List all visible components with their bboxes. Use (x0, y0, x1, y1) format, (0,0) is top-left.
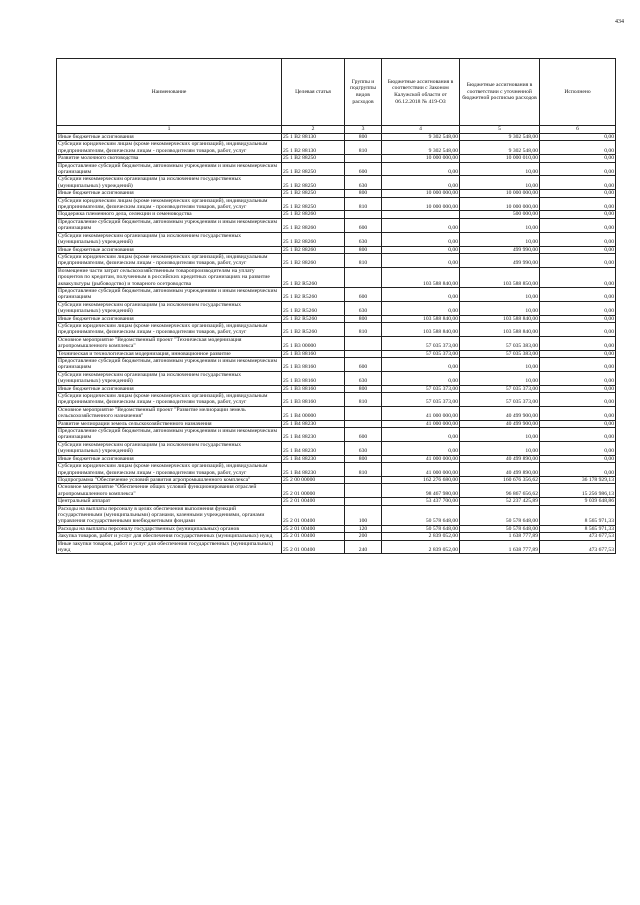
row-target-code: 25 1 В2 88260 (282, 246, 345, 253)
row-expense-type: 810 (345, 197, 382, 211)
row-revised-allocation: 57 035 373,00 (460, 393, 540, 407)
row-name: Основное мероприятие "Ведомственный проект "Развитие мелиорации земель сельскохозяйственного назначения" (57, 406, 282, 420)
row-executed: 0,00 (540, 336, 616, 350)
row-target-code: 25 1 В2 R5260 (282, 267, 345, 287)
row-revised-allocation: 103 588 840,00 (460, 315, 540, 322)
row-revised-allocation: 9 302 548,00 (460, 134, 540, 141)
row-target-code: 25 1 В3 88160 (282, 393, 345, 407)
row-target-code: 25 1 В2 88260 (282, 253, 345, 267)
row-name: Предоставление субсидий бюджетным, автономным учреждениям и иным некоммерческим организациям (57, 428, 282, 442)
row-law-allocation: 0,00 (382, 358, 460, 372)
table-row (57, 162, 616, 176)
table-row (57, 476, 616, 483)
row-revised-allocation: 1 638 777,89 (460, 533, 540, 540)
row-executed: 0,00 (540, 350, 616, 357)
row-target-code: 25 1 В2 88130 (282, 134, 345, 141)
table-row (57, 358, 616, 372)
row-target-code: 25 1 В2 88260 (282, 211, 345, 218)
row-target-code: 25 1 В3 88160 (282, 350, 345, 357)
row-target-code: 25 1 В2 88250 (282, 197, 345, 211)
row-name: Субсидии юридическим лицам (кроме некоммерческих организаций), индивидуальным предпринимателям, физическим лицам - производителям товаров, работ, услуг (57, 322, 282, 336)
row-law-allocation: 2 839 052,00 (382, 533, 460, 540)
row-name: Предоставление субсидий бюджетным, автономным учреждениям и иным некоммерческим организациям (57, 162, 282, 176)
row-executed: 8 565 971,33 (540, 525, 616, 532)
row-expense-type (345, 406, 382, 420)
row-executed: 0,00 (540, 322, 616, 336)
row-target-code: 25 2 01 00000 (282, 484, 345, 498)
row-expense-type (345, 155, 382, 162)
table-row (57, 393, 616, 407)
table-row (57, 455, 616, 462)
row-law-allocation: 57 035 373,00 (382, 393, 460, 407)
table-row (57, 322, 616, 336)
row-expense-type (345, 498, 382, 505)
row-revised-allocation: 500 000,00 (460, 211, 540, 218)
row-executed: 0,00 (540, 232, 616, 246)
row-executed: 9 039 648,86 (540, 498, 616, 505)
row-law-allocation: 0,00 (382, 253, 460, 267)
row-expense-type: 800 (345, 455, 382, 462)
row-expense-type: 100 (345, 505, 382, 525)
row-executed: 0,00 (540, 253, 616, 267)
row-expense-type (345, 267, 382, 287)
row-revised-allocation: 1 638 777,89 (460, 540, 540, 554)
row-name: Центральный аппарат (57, 498, 282, 505)
table-row (57, 197, 616, 211)
row-executed: 0,00 (540, 246, 616, 253)
row-law-allocation: 41 000 000,00 (382, 463, 460, 477)
row-expense-type (345, 484, 382, 498)
row-revised-allocation: 40 499 900,00 (460, 406, 540, 420)
row-name: Расходы на выплаты персоналу государственных (муниципальных) органов (57, 525, 282, 532)
row-revised-allocation: 10 000 000,00 (460, 190, 540, 197)
row-name: Иные закупки товаров, работ и услуг для обеспечения государственных (муниципальных) нужд (57, 540, 282, 554)
row-revised-allocation: 40 499 890,00 (460, 463, 540, 477)
row-name: Иные бюджетные ассигнования (57, 246, 282, 253)
row-law-allocation: 10 000 000,00 (382, 155, 460, 162)
row-name: Иные бюджетные ассигнования (57, 385, 282, 392)
row-law-allocation: 0,00 (382, 246, 460, 253)
row-executed: 0,00 (540, 197, 616, 211)
page-number: 434 (615, 19, 624, 25)
row-law-allocation (382, 211, 460, 218)
row-target-code: 25 1 В2 88250 (282, 155, 345, 162)
row-name: Основное мероприятие "Ведомственный проект "Техническая модернизация агропромышленного комплекса" (57, 336, 282, 350)
row-executed: 0,00 (540, 190, 616, 197)
row-target-code: 25 2 01 00400 (282, 498, 345, 505)
row-law-allocation: 0,00 (382, 301, 460, 315)
row-executed: 0,00 (540, 385, 616, 392)
table-row (57, 533, 616, 540)
row-name: Иные бюджетные ассигнования (57, 455, 282, 462)
row-name: Поддержка племенного дела, селекции и семеноводства (57, 211, 282, 218)
row-name: Субсидии юридическим лицам (кроме некоммерческих организаций), индивидуальным предпринимателям, физическим лицам - производителям товаров, работ, услуг (57, 197, 282, 211)
row-target-code: 25 1 В2 R5260 (282, 301, 345, 315)
row-executed: 0,00 (540, 455, 616, 462)
row-name: Основное мероприятие "Обеспечение общих условий функционирования отраслей агропромышленного комплекса" (57, 484, 282, 498)
row-executed: 15 256 986,13 (540, 484, 616, 498)
row-target-code: 25 1 В2 R5260 (282, 322, 345, 336)
row-name: Иные бюджетные ассигнования (57, 134, 282, 141)
table-row (57, 428, 616, 442)
row-revised-allocation: 40 499 900,00 (460, 420, 540, 427)
row-name: Предоставление субсидий бюджетным, автономным учреждениям и иным некоммерческим организациям (57, 287, 282, 301)
row-expense-type: 800 (345, 385, 382, 392)
table-row (57, 484, 616, 498)
row-law-allocation: 0,00 (382, 441, 460, 455)
row-law-allocation: 57 035 373,00 (382, 336, 460, 350)
row-name: Субсидии юридическим лицам (кроме некоммерческих организаций), индивидуальным предпринимателям, физическим лицам - производителям товаров, работ, услуг (57, 253, 282, 267)
row-revised-allocation: 10 000 010,00 (460, 155, 540, 162)
row-executed: 0,00 (540, 371, 616, 385)
row-target-code: 25 1 В4 88230 (282, 428, 345, 442)
row-expense-type (345, 420, 382, 427)
row-revised-allocation: 160 676 356,62 (460, 476, 540, 483)
row-law-allocation: 53 437 700,00 (382, 498, 460, 505)
row-executed: 8 565 971,33 (540, 505, 616, 525)
row-target-code: 25 1 В4 88230 (282, 463, 345, 477)
row-expense-type: 600 (345, 428, 382, 442)
row-name: Расходы на выплаты персоналу в целях обеспечения выполнения функций государственными (муниципальными) органами, казенными учреждениями, органами управления государственными внебюджетными фондами (57, 505, 282, 525)
row-expense-type: 810 (345, 253, 382, 267)
row-law-allocation: 0,00 (382, 218, 460, 232)
row-revised-allocation: 10,00 (460, 371, 540, 385)
row-name: Подпрограмма "Обеспечение условий развития агропромышленного комплекса" (57, 476, 282, 483)
row-name: Закупка товаров, работ и услуг для обеспечения государственных (муниципальных) нужд (57, 533, 282, 540)
table-row (57, 190, 616, 197)
row-target-code: 25 2 01 00400 (282, 525, 345, 532)
row-expense-type: 630 (345, 371, 382, 385)
row-executed: 473 677,53 (540, 533, 616, 540)
row-law-allocation: 57 035 373,00 (382, 350, 460, 357)
row-revised-allocation: 499 990,00 (460, 253, 540, 267)
table-row (57, 176, 616, 190)
header-revised-allocation: Бюджетные ассигнования в соответствии с уточненной бюджетной росписью расходов (460, 59, 540, 126)
row-expense-type: 240 (345, 540, 382, 554)
header-row (57, 59, 616, 126)
table-row (57, 301, 616, 315)
row-target-code: 25 1 В4 88230 (282, 441, 345, 455)
row-target-code: 25 1 В2 88260 (282, 232, 345, 246)
header-code: Целевая статья (282, 59, 345, 126)
table-row (57, 315, 616, 322)
row-revised-allocation: 40 499 890,00 (460, 455, 540, 462)
row-name: Субсидии некоммерческим организациям (за исключением государственных (муниципальных) учреждений) (57, 232, 282, 246)
table-row (57, 463, 616, 477)
row-executed: 0,00 (540, 358, 616, 372)
row-revised-allocation: 10,00 (460, 218, 540, 232)
row-expense-type: 810 (345, 322, 382, 336)
row-executed: 0,00 (540, 406, 616, 420)
table-row (57, 253, 616, 267)
row-revised-allocation: 57 035 383,00 (460, 350, 540, 357)
row-expense-type: 800 (345, 190, 382, 197)
row-target-code: 25 1 В2 88250 (282, 162, 345, 176)
row-law-allocation: 57 035 373,00 (382, 385, 460, 392)
row-target-code: 25 2 01 00400 (282, 540, 345, 554)
row-expense-type (345, 350, 382, 357)
row-revised-allocation: 10,00 (460, 358, 540, 372)
column-number: 3 (345, 126, 382, 134)
row-name: Субсидии некоммерческим организациям (за исключением государственных (муниципальных) учреждений) (57, 371, 282, 385)
table-row (57, 246, 616, 253)
row-revised-allocation: 10,00 (460, 301, 540, 315)
row-executed: 0,00 (540, 287, 616, 301)
row-revised-allocation: 10,00 (460, 428, 540, 442)
row-executed: 0,00 (540, 315, 616, 322)
row-law-allocation: 0,00 (382, 287, 460, 301)
row-target-code: 25 1 В4 88230 (282, 420, 345, 427)
row-executed: 0,00 (540, 218, 616, 232)
table-row (57, 155, 616, 162)
table-row (57, 350, 616, 357)
row-expense-type: 600 (345, 218, 382, 232)
row-target-code: 25 1 В3 88160 (282, 371, 345, 385)
row-law-allocation: 50 578 648,00 (382, 505, 460, 525)
row-target-code: 25 1 В2 88250 (282, 190, 345, 197)
row-target-code: 25 1 В2 88260 (282, 218, 345, 232)
row-revised-allocation: 10,00 (460, 287, 540, 301)
row-name: Предоставление субсидий бюджетным, автономным учреждениям и иным некоммерческим организациям (57, 218, 282, 232)
row-expense-type: 200 (345, 533, 382, 540)
row-executed: 0,00 (540, 301, 616, 315)
row-revised-allocation: 103 588 850,00 (460, 267, 540, 287)
row-name: Предоставление субсидий бюджетным, автономным учреждениям и иным некоммерческим организациям (57, 358, 282, 372)
row-executed: 0,00 (540, 141, 616, 155)
row-expense-type (345, 476, 382, 483)
row-executed: 0,00 (540, 134, 616, 141)
row-target-code: 25 2 01 00400 (282, 533, 345, 540)
row-revised-allocation: 9 302 548,00 (460, 141, 540, 155)
row-executed: 0,00 (540, 211, 616, 218)
row-name: Субсидии некоммерческим организациям (за исключением государственных (муниципальных) учреждений) (57, 176, 282, 190)
row-name: Возмещение части затрат сельскохозяйственным товаропроизводителям на уплату процентов по кредитам, полученным в российских кредитных организациях на развитие аквакультуры (рыбоводство) и товарного осетроводства (57, 267, 282, 287)
row-law-allocation: 2 839 052,00 (382, 540, 460, 554)
row-target-code: 25 1 В2 88130 (282, 141, 345, 155)
row-executed: 0,00 (540, 393, 616, 407)
row-law-allocation: 9 302 548,00 (382, 134, 460, 141)
row-revised-allocation: 50 578 648,00 (460, 505, 540, 525)
column-number: 6 (540, 126, 616, 134)
row-revised-allocation: 57 035 373,00 (460, 385, 540, 392)
row-revised-allocation: 499 990,00 (460, 246, 540, 253)
row-target-code: 25 1 В3 88160 (282, 358, 345, 372)
table-row (57, 540, 616, 554)
row-expense-type: 600 (345, 287, 382, 301)
row-law-allocation: 10 000 000,00 (382, 197, 460, 211)
row-law-allocation: 0,00 (382, 371, 460, 385)
row-revised-allocation: 103 588 840,00 (460, 322, 540, 336)
row-expense-type: 810 (345, 141, 382, 155)
row-name: Субсидии некоммерческим организациям (за исключением государственных (муниципальных) учреждений) (57, 441, 282, 455)
row-target-code: 25 1 В3 88160 (282, 385, 345, 392)
row-executed: 0,00 (540, 420, 616, 427)
row-expense-type (345, 211, 382, 218)
row-expense-type: 630 (345, 176, 382, 190)
row-law-allocation: 50 578 648,00 (382, 525, 460, 532)
column-number: 2 (282, 126, 345, 134)
row-target-code: 25 1 В4 88230 (282, 455, 345, 462)
row-name: Субсидии юридическим лицам (кроме некоммерческих организаций), индивидуальным предпринимателям, физическим лицам - производителям товаров, работ, услуг (57, 393, 282, 407)
table-row (57, 420, 616, 427)
table-row (57, 505, 616, 525)
row-target-code: 25 1 В4 00000 (282, 406, 345, 420)
row-executed: 0,00 (540, 162, 616, 176)
row-name: Субсидии юридическим лицам (кроме некоммерческих организаций), индивидуальным предпринимателям, физическим лицам - производителям товаров, работ, услуг (57, 463, 282, 477)
column-number: 4 (382, 126, 460, 134)
row-target-code: 25 1 В3 00000 (282, 336, 345, 350)
row-revised-allocation: 10,00 (460, 232, 540, 246)
row-executed: 0,00 (540, 267, 616, 287)
row-expense-type: 800 (345, 134, 382, 141)
table-row (57, 218, 616, 232)
table-row (57, 134, 616, 141)
row-name: Техническая и технологическая модернизация, инновационное развитие (57, 350, 282, 357)
row-name: Иные бюджетные ассигнования (57, 190, 282, 197)
row-law-allocation: 41 000 000,00 (382, 406, 460, 420)
row-law-allocation: 98 467 980,00 (382, 484, 460, 498)
row-law-allocation: 9 302 548,00 (382, 141, 460, 155)
row-law-allocation: 162 276 680,00 (382, 476, 460, 483)
row-name: Иные бюджетные ассигнования (57, 315, 282, 322)
row-law-allocation: 41 000 000,00 (382, 420, 460, 427)
row-name: Развитие молочного скотоводства (57, 155, 282, 162)
row-law-allocation: 0,00 (382, 232, 460, 246)
table-row (57, 287, 616, 301)
table-row (57, 336, 616, 350)
row-revised-allocation: 52 237 425,89 (460, 498, 540, 505)
table-body (57, 134, 616, 554)
row-executed: 36 178 929,13 (540, 476, 616, 483)
row-revised-allocation: 57 035 383,00 (460, 336, 540, 350)
row-expense-type (345, 336, 382, 350)
row-name: Развитие мелиорации земель сельскохозяйственного назначения (57, 420, 282, 427)
header-law-allocation: Бюджетные ассигнования в соответствии с Законом Калужской области от 06.12.2018 № 419-ОЗ (382, 59, 460, 126)
row-revised-allocation: 50 578 648,00 (460, 525, 540, 532)
row-revised-allocation: 96 867 656,62 (460, 484, 540, 498)
row-expense-type: 800 (345, 315, 382, 322)
row-target-code: 25 2 00 00000 (282, 476, 345, 483)
row-expense-type: 630 (345, 301, 382, 315)
table-row (57, 385, 616, 392)
row-law-allocation: 103 588 840,00 (382, 267, 460, 287)
row-target-code: 25 1 В2 R5260 (282, 287, 345, 301)
table-row (57, 267, 616, 287)
table-row (57, 141, 616, 155)
row-executed: 0,00 (540, 155, 616, 162)
row-target-code: 25 2 01 00400 (282, 505, 345, 525)
row-revised-allocation: 10,00 (460, 162, 540, 176)
row-target-code: 25 1 В2 88250 (282, 176, 345, 190)
table-row (57, 525, 616, 532)
table-row (57, 406, 616, 420)
row-executed: 473 677,53 (540, 540, 616, 554)
header-executed: Исполнено (540, 59, 616, 126)
row-executed: 0,00 (540, 463, 616, 477)
row-law-allocation: 10 000 000,00 (382, 190, 460, 197)
row-expense-type: 600 (345, 358, 382, 372)
table-row (57, 371, 616, 385)
row-expense-type: 630 (345, 441, 382, 455)
row-expense-type: 630 (345, 232, 382, 246)
row-law-allocation: 0,00 (382, 428, 460, 442)
row-law-allocation: 41 000 000,00 (382, 455, 460, 462)
row-law-allocation: 103 588 840,00 (382, 322, 460, 336)
column-number: 5 (460, 126, 540, 134)
row-expense-type: 810 (345, 393, 382, 407)
row-expense-type: 600 (345, 162, 382, 176)
row-law-allocation: 103 588 840,00 (382, 315, 460, 322)
table-row (57, 211, 616, 218)
header-name: Наименование (57, 59, 282, 126)
row-expense-type: 120 (345, 525, 382, 532)
header-expense-type: Группы и подгруппы видов расходов (345, 59, 382, 126)
row-executed: 0,00 (540, 441, 616, 455)
row-executed: 0,00 (540, 428, 616, 442)
row-executed: 0,00 (540, 176, 616, 190)
row-target-code: 25 1 В2 R5260 (282, 315, 345, 322)
row-law-allocation: 0,00 (382, 162, 460, 176)
table-row (57, 232, 616, 246)
row-name: Субсидии юридическим лицам (кроме некоммерческих организаций), индивидуальным предпринимателям, физическим лицам - производителям товаров, работ, услуг (57, 141, 282, 155)
table-row (57, 441, 616, 455)
row-revised-allocation: 10,00 (460, 441, 540, 455)
row-expense-type: 810 (345, 463, 382, 477)
budget-table (56, 58, 616, 554)
row-revised-allocation: 10 000 000,00 (460, 197, 540, 211)
column-number: 1 (57, 126, 282, 134)
row-law-allocation: 0,00 (382, 176, 460, 190)
column-number-row (57, 126, 616, 134)
row-revised-allocation: 10,00 (460, 176, 540, 190)
row-name: Субсидии некоммерческим организациям (за исключением государственных (муниципальных) учреждений) (57, 301, 282, 315)
row-expense-type: 800 (345, 246, 382, 253)
table-row (57, 498, 616, 505)
